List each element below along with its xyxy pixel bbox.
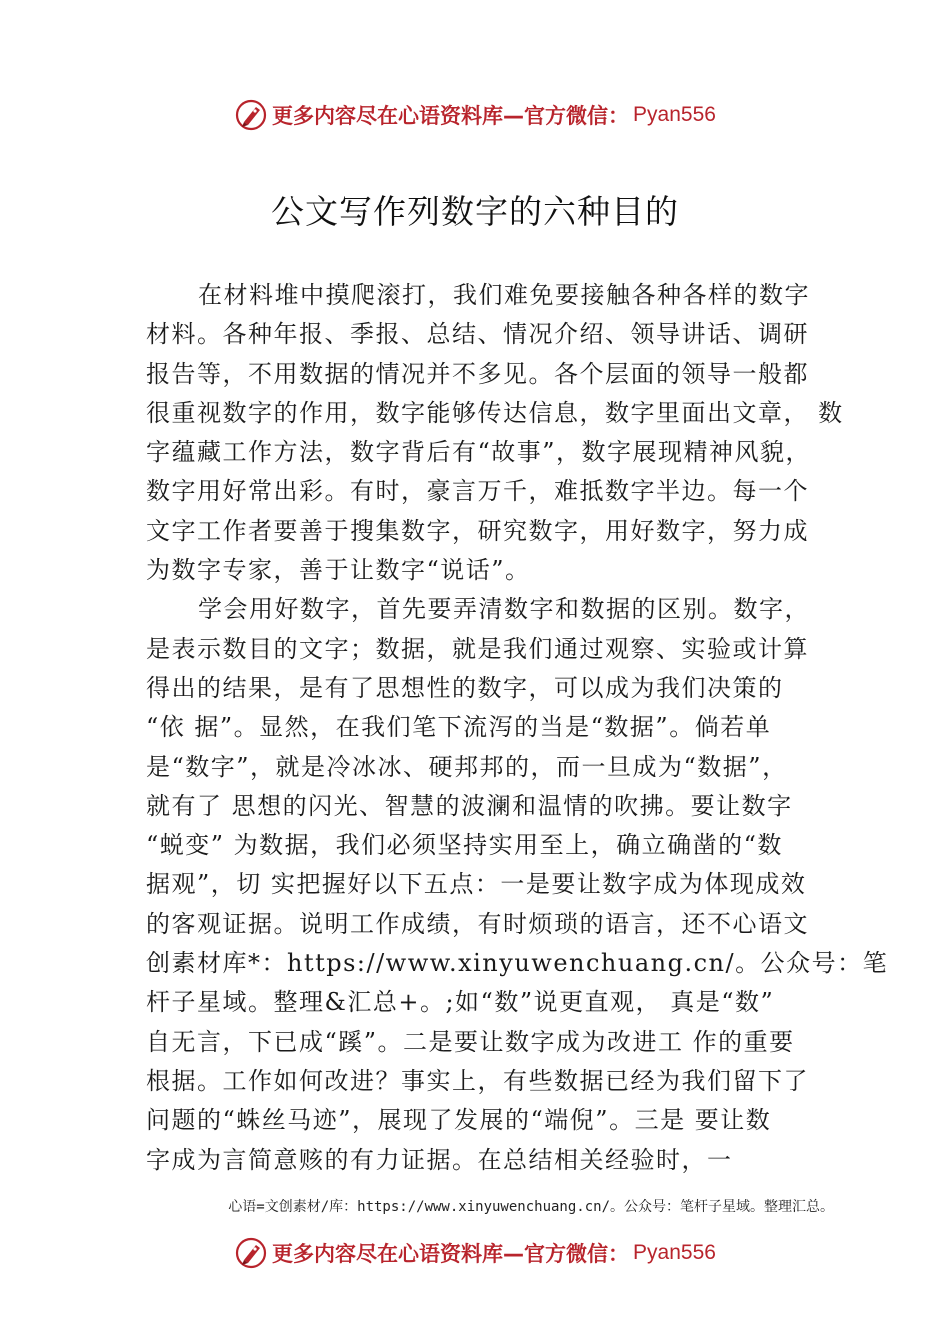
wechat-id: Pyan556 xyxy=(633,103,716,126)
paragraph-line: 数字用好常出彩。有时，豪言万千，难抵数字半边。每一个 xyxy=(146,477,809,506)
paragraph-line: 自无言，下已成“蹊”。二是要让数字成为改进工 作的重要 xyxy=(146,1027,795,1056)
paragraph-line: 为数字专家，善于让数字“说话”。 xyxy=(146,556,531,585)
paragraph-line: 是“数字”，就是冷冰冰、硬邦邦的，而一旦成为“数据”， xyxy=(146,752,788,781)
paragraph-line: 字蕴藏工作方法，数字背后有“故事”，数字展现精神风貌， xyxy=(146,438,812,467)
paragraph-line: 报告等，不用数据的情况并不多见。各个层面的领导一般都 xyxy=(146,359,809,388)
paragraph-line: 得出的结果，是有了思想性的数字，可以成为我们决策的 xyxy=(146,673,784,702)
paragraph-line: 材料。各种年报、季报、总结、情况介绍、领导讲话、调研 xyxy=(146,320,809,349)
banner-text: 更多内容尽在心语资料库—官方微信： xyxy=(272,1242,630,1266)
footer-note: 心语=文创素材/库：https://www.xinyuwenchuang.cn/。公众号：笔杆子星域。整理汇总。 xyxy=(228,1199,834,1215)
paragraph-line: 的客观证据。说明工作成绩，有时烦琐的语言，还不心语文 xyxy=(146,909,809,938)
pen-nib-logo-icon xyxy=(234,98,268,132)
paragraph-line: 字成为言简意赅的有力证据。在总结相关经验时，一 xyxy=(146,1145,733,1174)
wechat-id: Pyan556 xyxy=(633,1241,716,1264)
paragraph-line: 就有了 思想的闪光、智慧的波澜和温情的吹拂。要让数字 xyxy=(146,791,793,820)
header-banner xyxy=(0,93,950,137)
paragraph-line: 创素材库*：https://www.xinyuwenchuang.cn/。公众号：笔 xyxy=(146,949,889,978)
document-title: 公文写作列数字的六种目的 xyxy=(271,192,679,231)
document-body xyxy=(146,276,889,1180)
paragraph-line: 是表示数目的文字；数据，就是我们通过观察、实验或计算 xyxy=(146,634,809,663)
banner-text: 更多内容尽在心语资料库—官方微信： xyxy=(272,104,630,128)
paragraph-line: 文字工作者要善于搜集数字，研究数字，用好数字，努力成 xyxy=(146,516,809,545)
paragraph-line: 在材料堆中摸爬滚打，我们难免要接触各种各样的数字 xyxy=(198,281,810,309)
footer-banner xyxy=(0,1231,950,1275)
paragraph-line: 问题的“蛛丝马迹”，展现了发展的“端倪”。三是 要让数 xyxy=(146,1106,772,1135)
paragraph-line: 据观”，切 实把握好以下五点：一是要让数字成为体现成效 xyxy=(146,870,807,899)
paragraph-line: 很重视数字的作用，数字能够传达信息，数字里面出文章， 数 xyxy=(146,398,844,427)
paragraph-line: 学会用好数字，首先要弄清数字和数据的区别。数字， xyxy=(198,595,810,624)
paragraph-line: “蜕变” 为数据，我们必须坚持实用至上，确立确凿的“数 xyxy=(146,831,783,860)
pen-nib-logo-icon xyxy=(234,1236,268,1270)
paragraph-line: “依 据”。显然，在我们笔下流泻的当是“数据”。倘若单 xyxy=(146,713,772,742)
paragraph-line: 杆子星域。整理&汇总+。;如“数”说更直观， 真是“数” xyxy=(146,988,775,1017)
paragraph-line: 根据。工作如何改进？事实上，有些数据已经为我们留下了 xyxy=(146,1066,809,1095)
